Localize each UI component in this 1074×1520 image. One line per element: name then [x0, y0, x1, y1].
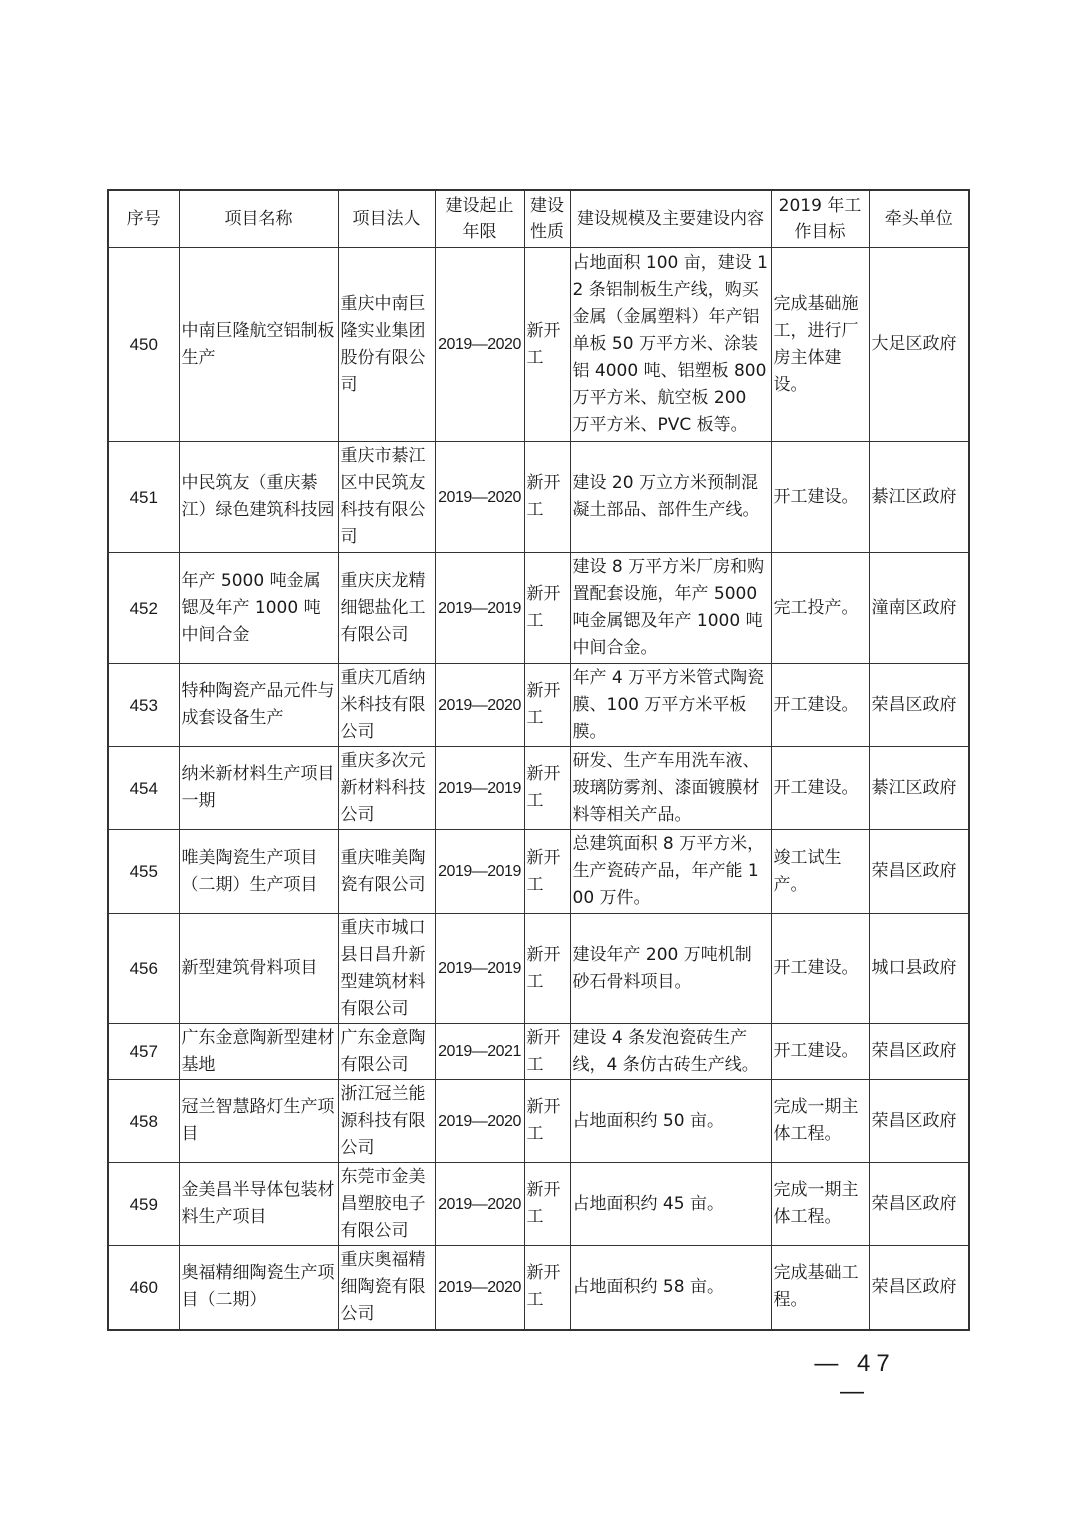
row-goal: 完工投产。 [771, 553, 869, 664]
row-content: 研发、生产车用洗车液、玻璃防雾剂、漆面镀膜材料等相关产品。 [570, 747, 771, 830]
row-goal: 完成基础施工，进行厂房主体建设。 [771, 248, 869, 442]
row-index: 452 [108, 553, 179, 664]
row-index: 460 [108, 1246, 179, 1330]
table-row [108, 248, 969, 442]
row-name: 冠兰智慧路灯生产项目 [179, 1080, 338, 1163]
row-legal: 重庆庆龙精细锶盐化工有限公司 [338, 553, 435, 664]
header-lead: 牵头单位 [869, 190, 969, 248]
table-row [108, 1080, 969, 1163]
row-lead: 荣昌区政府 [869, 664, 969, 747]
row-lead: 城口县政府 [869, 914, 969, 1024]
row-lead: 荣昌区政府 [869, 1080, 969, 1163]
table-header-row [108, 190, 969, 248]
row-nature: 新开工 [524, 1080, 570, 1163]
row-goal: 开工建设。 [771, 747, 869, 830]
row-nature: 新开工 [524, 747, 570, 830]
page-number: — 47 — [814, 1350, 896, 1405]
project-table [107, 189, 970, 1331]
row-legal: 重庆中南巨隆实业集团股份有限公司 [338, 248, 435, 442]
row-content: 占地面积约 45 亩。 [570, 1163, 771, 1246]
row-nature: 新开工 [524, 830, 570, 914]
table-row [108, 442, 969, 553]
row-name: 特种陶瓷产品元件与成套设备生产 [179, 664, 338, 747]
row-index: 457 [108, 1024, 179, 1080]
row-content: 建设年产 200 万吨机制砂石骨料项目。 [570, 914, 771, 1024]
row-nature: 新开工 [524, 1246, 570, 1330]
row-name: 广东金意陶新型建材基地 [179, 1024, 338, 1080]
row-legal: 重庆兀盾纳米科技有限公司 [338, 664, 435, 747]
row-index: 451 [108, 442, 179, 553]
row-nature: 新开工 [524, 664, 570, 747]
row-goal: 完成一期主体工程。 [771, 1163, 869, 1246]
row-lead: 荣昌区政府 [869, 830, 969, 914]
table-row [108, 664, 969, 747]
row-period: 2019—2019 [435, 553, 524, 664]
row-legal: 东莞市金美昌塑胶电子有限公司 [338, 1163, 435, 1246]
row-period: 2019—2019 [435, 830, 524, 914]
header-name: 项目名称 [179, 190, 338, 248]
row-legal: 重庆市綦江区中民筑友科技有限公司 [338, 442, 435, 553]
row-goal: 开工建设。 [771, 914, 869, 1024]
row-content: 占地面积约 58 亩。 [570, 1246, 771, 1330]
row-name: 年产 5000 吨金属锶及年产 1000 吨中间合金 [179, 553, 338, 664]
row-content: 总建筑面积 8 万平方米，生产瓷砖产品，年产能 100 万件。 [570, 830, 771, 914]
row-lead: 荣昌区政府 [869, 1024, 969, 1080]
table-row [108, 830, 969, 914]
row-goal: 开工建设。 [771, 664, 869, 747]
header-content: 建设规模及主要建设内容 [570, 190, 771, 248]
row-legal: 重庆奥福精细陶瓷有限公司 [338, 1246, 435, 1330]
row-period: 2019—2019 [435, 914, 524, 1024]
row-legal: 重庆唯美陶瓷有限公司 [338, 830, 435, 914]
header-goal: 2019 年工作目标 [771, 190, 869, 248]
row-lead: 荣昌区政府 [869, 1246, 969, 1330]
header-legal: 项目法人 [338, 190, 435, 248]
row-index: 455 [108, 830, 179, 914]
row-period: 2019—2021 [435, 1024, 524, 1080]
table-row [108, 553, 969, 664]
row-period: 2019—2020 [435, 1080, 524, 1163]
row-name: 唯美陶瓷生产项目（二期）生产项目 [179, 830, 338, 914]
row-index: 454 [108, 747, 179, 830]
row-content: 建设 20 万立方米预制混凝土部品、部件生产线。 [570, 442, 771, 553]
row-index: 459 [108, 1163, 179, 1246]
row-period: 2019—2019 [435, 747, 524, 830]
row-period: 2019—2020 [435, 1246, 524, 1330]
row-content: 占地面积 100 亩，建设 12 条铝制板生产线，购买金属（金属塑料）年产铝单板 50 万平方米、涂装铝 4000 吨、铝塑板 800 万平方米、航空板 200 万平方米、PVC 板等。 [570, 248, 771, 442]
row-index: 458 [108, 1080, 179, 1163]
row-nature: 新开工 [524, 1163, 570, 1246]
row-period: 2019—2020 [435, 248, 524, 442]
row-content: 建设 4 条发泡瓷砖生产线，4 条仿古砖生产线。 [570, 1024, 771, 1080]
row-goal: 完成一期主体工程。 [771, 1080, 869, 1163]
header-index: 序号 [108, 190, 179, 248]
row-lead: 荣昌区政府 [869, 1163, 969, 1246]
row-goal: 开工建设。 [771, 442, 869, 553]
row-goal: 完成基础工程。 [771, 1246, 869, 1330]
row-name: 金美昌半导体包装材料生产项目 [179, 1163, 338, 1246]
table-row [108, 747, 969, 830]
row-legal: 广东金意陶有限公司 [338, 1024, 435, 1080]
row-name: 纳米新材料生产项目一期 [179, 747, 338, 830]
row-lead: 綦江区政府 [869, 747, 969, 830]
row-nature: 新开工 [524, 1024, 570, 1080]
row-goal: 开工建设。 [771, 1024, 869, 1080]
row-lead: 潼南区政府 [869, 553, 969, 664]
row-nature: 新开工 [524, 442, 570, 553]
row-goal: 竣工试生产。 [771, 830, 869, 914]
row-index: 453 [108, 664, 179, 747]
table-row [108, 1163, 969, 1246]
row-nature: 新开工 [524, 248, 570, 442]
row-name: 中南巨隆航空铝制板生产 [179, 248, 338, 442]
row-legal: 重庆市城口县日昌升新型建筑材料有限公司 [338, 914, 435, 1024]
header-period: 建设起止年限 [435, 190, 524, 248]
row-content: 年产 4 万平方米管式陶瓷膜、100 万平方米平板膜。 [570, 664, 771, 747]
row-lead: 大足区政府 [869, 248, 969, 442]
row-lead: 綦江区政府 [869, 442, 969, 553]
row-name: 新型建筑骨料项目 [179, 914, 338, 1024]
row-period: 2019—2020 [435, 442, 524, 553]
row-period: 2019—2020 [435, 1163, 524, 1246]
row-name: 中民筑友（重庆綦江）绿色建筑科技园 [179, 442, 338, 553]
row-name: 奥福精细陶瓷生产项目（二期） [179, 1246, 338, 1330]
row-index: 450 [108, 248, 179, 442]
header-nature: 建设性质 [524, 190, 570, 248]
row-content: 建设 8 万平方米厂房和购置配套设施，年产 5000 吨金属锶及年产 1000 吨中间合金。 [570, 553, 771, 664]
row-content: 占地面积约 50 亩。 [570, 1080, 771, 1163]
table-row [108, 914, 969, 1024]
row-legal: 浙江冠兰能源科技有限公司 [338, 1080, 435, 1163]
row-nature: 新开工 [524, 914, 570, 1024]
row-period: 2019—2020 [435, 664, 524, 747]
row-index: 456 [108, 914, 179, 1024]
table-row [108, 1024, 969, 1080]
row-nature: 新开工 [524, 553, 570, 664]
table-row [108, 1246, 969, 1330]
row-legal: 重庆多次元新材料科技公司 [338, 747, 435, 830]
